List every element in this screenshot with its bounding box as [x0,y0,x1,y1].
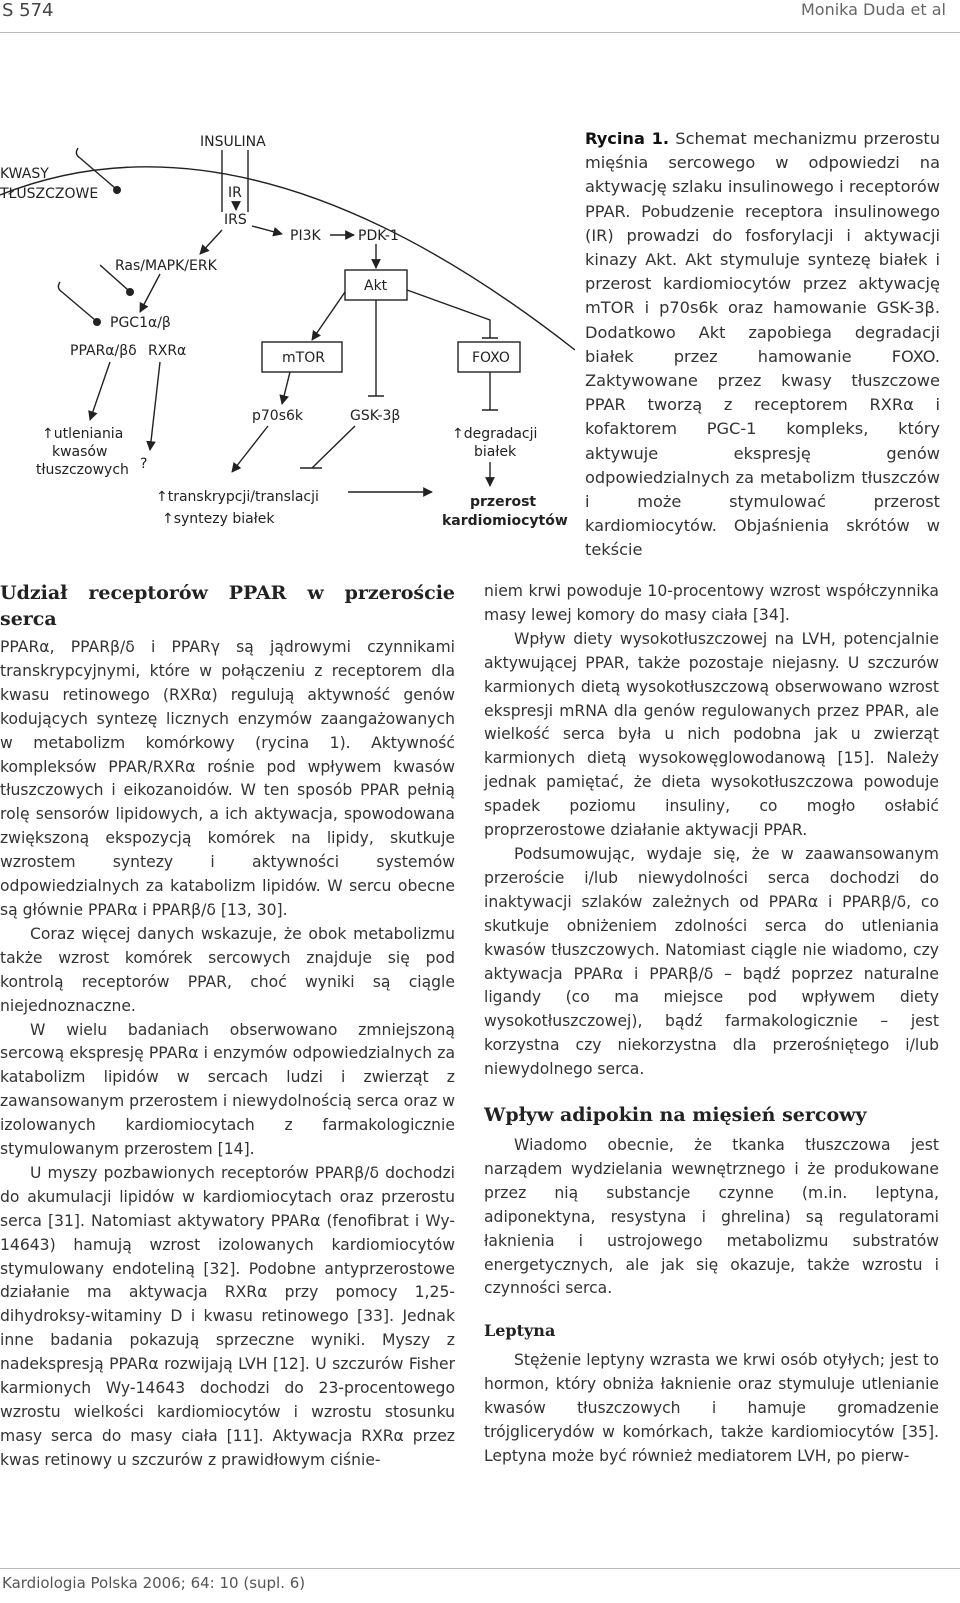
label-pi3k: PI3K [290,228,321,244]
label-trans-2: ↑syntezy białek [162,511,275,527]
right-paragraph-1: niem krwi powoduje 10-procentowy wzrost współczynnika masy lewej komory do masy ciała [34]. [484,582,939,624]
inhibit-akt-gsk [368,300,384,396]
caption-label: Rycina 1. [585,129,670,148]
figure-1-diagram [0,120,575,540]
arrow-p70s6k-trans [232,426,268,472]
label-pdk1: PDK-1 [358,228,399,244]
label-gsk: GSK-3β [350,408,401,424]
right-paragraph-4: Wiadomo obecnie, że tkanka tłuszczowa jest narządem wydzielania wewnętrznego i że produkowane przez nią substancje czynne (m.in. leptyna, adiponektyna, resystyna i ghrelina) są regulatorami łaknienia i ustrojowego metabolizmu substratów energetycznych, ale jak się okazuje, także wzrostu i czynności serca. [484,1136,939,1298]
arrow-ppar-utl [90,362,110,420]
label-utl-2: kwasów [52,444,108,460]
section-heading-adipokiny: Wpływ adipokin na mięsień sercowy [484,1104,867,1127]
label-akt: Akt [364,278,388,294]
fa-receptor-head-3 [126,288,134,296]
label-rxr: RXRα [148,343,187,359]
label-przerost-2: kardiomiocytów [442,513,568,529]
label-foxo: FOXO [472,350,510,366]
section-heading-ppar: Udział receptorów PPAR w przeroście serca [0,582,455,630]
right-column [484,580,939,1469]
arrow-rxr-question [150,362,160,450]
label-utl-3: tłuszczowych [36,462,129,478]
journal-footer: Kardiologia Polska 2006; 64: 10 (supl. 6) [2,1574,306,1592]
label-kwasy: KWASY [0,166,49,182]
page-number: S 574 [2,0,54,21]
label-przerost-1: przerost [470,494,537,510]
running-header-authors: Monika Duda et al [800,0,946,19]
footer-rule [0,1568,960,1569]
inhibit-gsk-trans [300,426,355,468]
caption-text: Schemat mechanizmu przerostu mięśnia sercowego w odpowiedzi na aktywację szlaku insulinowego i receptorów PPAR. Pobudzenie receptora insulinowego (IR) prowadzi do fosforylacji i aktywacji kinazy Akt. Akt stymuluje syntezę białek i przerost kardiomiocytów przez aktywację mTOR i p70s6k oraz hamowanie GSK-3β. Dodatkowo Akt zapobiega degradacji białek przez hamowanie FOXO. Zaktywowane przez kwasy tłuszczowe PPAR tworzą z receptorem RXRα i kofaktorem PGC-1 kompleks, który aktywuje ekspresję genów odpowiedzialnych za metabolizm tłuszczów i może stymulować przerost kardiomiocytów. Objaśnienia skrótów w tekście [585,129,940,560]
label-trans-1: ↑transkrypcji/translacji [156,489,319,505]
subsection-heading-leptyna: Leptyna [484,1321,556,1341]
fa-receptor-stem-1 [80,158,115,188]
fa-receptor-head-2 [93,318,101,326]
inhibit-akt-foxo [407,290,498,338]
label-ras: Ras/MAPK/ERK [115,258,217,274]
label-mtor: mTOR [282,350,325,366]
figure-caption [585,127,940,563]
label-irs: IRS [224,212,247,228]
fa-receptor-head-1 [113,186,121,194]
label-pgc: PGC1α/β [110,315,171,331]
left-paragraph-3: W wielu badaniach obserwowano zmniejszoną sercową ekspresję PPARα i enzymów odpowiedzialnych za katabolizm lipidów w sercach ludzi i zwierząt z zawansowanym przerostem i niewydolnością serca oraz w izolowanych kardiomiocytach z farmakologicznie stymulowanym przerostem [14]. [0,1020,455,1159]
right-paragraph-3: Podsumowując, wydaje się, że w zaawansowanym przeroście i/lub niewydolności serca dochodzi do inaktywacji szlaków zależnych od PPARα i PPARβ/δ, co skutkuje obniżeniem zdolności serca do utleniania kwasów tłuszczowych. Natomiast ciągle nie wiadomo, czy aktywacja PPARα i PPARβ/δ – bądź poprzez naturalne ligandy (co ma miejsce pod wpływem diety wysokotłuszczowej), bądź farmakologicznie – jest korzystna czy niekorzystna dla przerośniętego i/lub niewydolnego serca. [484,844,939,1079]
label-deg-1: ↑degradacji [452,426,538,442]
inhibit-foxo-deg [482,372,498,410]
left-column [0,580,455,1473]
arrow-irs-pi3k [252,226,282,234]
label-deg-2: białek [474,444,517,460]
left-paragraph-1: PPARα, PPARβ/δ i PPARγ są jądrowymi czynnikami transkrypcyjnymi, które w połączeniu z receptorem dla kwasu retinowego (RXRα) regulują aktywność genów kodujących syntezę licznych enzymów zaangażowanych w metabolizm komórkowy (rycina 1). Aktywność kompleksów PPAR/RXRα rośnie pod wpływem kwasów tłuszczowych i eikozanoidów. W ten sposób PPAR pełnią rolę sensorów lipidowych, a ich aktywacja, spowodowana zwiększoną ekspozycją komórek na lipidy, skutkuje wzrostem syntezy i aktywności systemów odpowiedzialnych za katabolizm lipidów. W sercu obecne są głównie PPARα i PPARβ/δ [13, 30]. [0,638,455,919]
label-p70s6k: p70s6k [252,408,304,424]
right-paragraph-2: Wpływ diety wysokotłuszczowej na LVH, potencjalnie aktywującej PPAR, także pozostaje niejasny. U szczurów karmionych dietą wysokotłuszczową obserwowano wzrost ekspresji mRNA dla genów regulowanych przez PPAR, ale wielkość serca była u nich podobna jak u zwierząt karmionych dietą wysokowęglowodanową [15]. Należy jednak pamiętać, że dieta wysokotłuszczowa powoduje spadek poziomu insuliny, co mogło osłabić proprzerostowe działanie aktywacji PPAR. [484,629,939,840]
left-paragraph-2: Coraz więcej danych wskazuje, że obok metabolizmu także wzrost komórek sercowych znajduje się pod kontrolą receptorów PPAR, choć wyniki są ciągle niejednoznaczne. [0,924,455,1015]
label-question: ? [140,456,148,472]
arrow-irs-ras [200,230,222,254]
header-rule [0,32,960,33]
label-tluszczowe: TŁUSZCZOWE [0,186,99,202]
label-ir: IR [228,185,242,201]
arrow-akt-mtor [312,292,345,340]
arrow-mtor-p70s6k [282,372,290,404]
label-insulina: INSULINA [200,134,266,150]
left-paragraph-4: U myszy pozbawionych receptorów PPARβ/δ dochodzi do akumulacji lipidów w kardiomiocytach oraz przerostu serca [31]. Natomiast aktywatory PPARα (fenofibrat i Wy-14643) hamują wzrost izolowanych kardiomiocytów stymulowany endoteliną [32]. Podobne antyprzerostowe działanie ma aktywacja RXRα przy pomocy 1,25-dihydroksy-witaminy D i kwasu retinowego [33]. Jednak inne badania pokazują sprzeczne wyniki. Myszy z nadekspresją PPARα rozwijają LVH [12]. U szczurów Fisher karmionych Wy-14643 dochodzi do 23-procentowego wzrostu wielkości kardiomiocytów i wzrostu stosunku masy serca do masy ciała [11]. Aktywacja RXRα przez kwas retinowy u szczurów z prawidłowym ciśnie- [0,1163,455,1469]
label-utl-1: ↑utleniania [42,426,124,442]
insulin-receptor [222,150,248,212]
arrow-ras-pgc [140,274,160,312]
fa-receptor-stem-2 [62,292,95,320]
label-ppar: PPARα/βδ [70,343,137,359]
right-paragraph-5: Stężenie leptyny wzrasta we krwi osób otyłych; jest to hormon, który obniża łaknienie oraz stymuluje utlenianie kwasów tłuszczowych i hamuje gromadzenie trójglicerydów w komórkach, także kardiomiocytów [35]. Leptyna może być również mediatorem LVH, po pierw- [484,1351,939,1465]
